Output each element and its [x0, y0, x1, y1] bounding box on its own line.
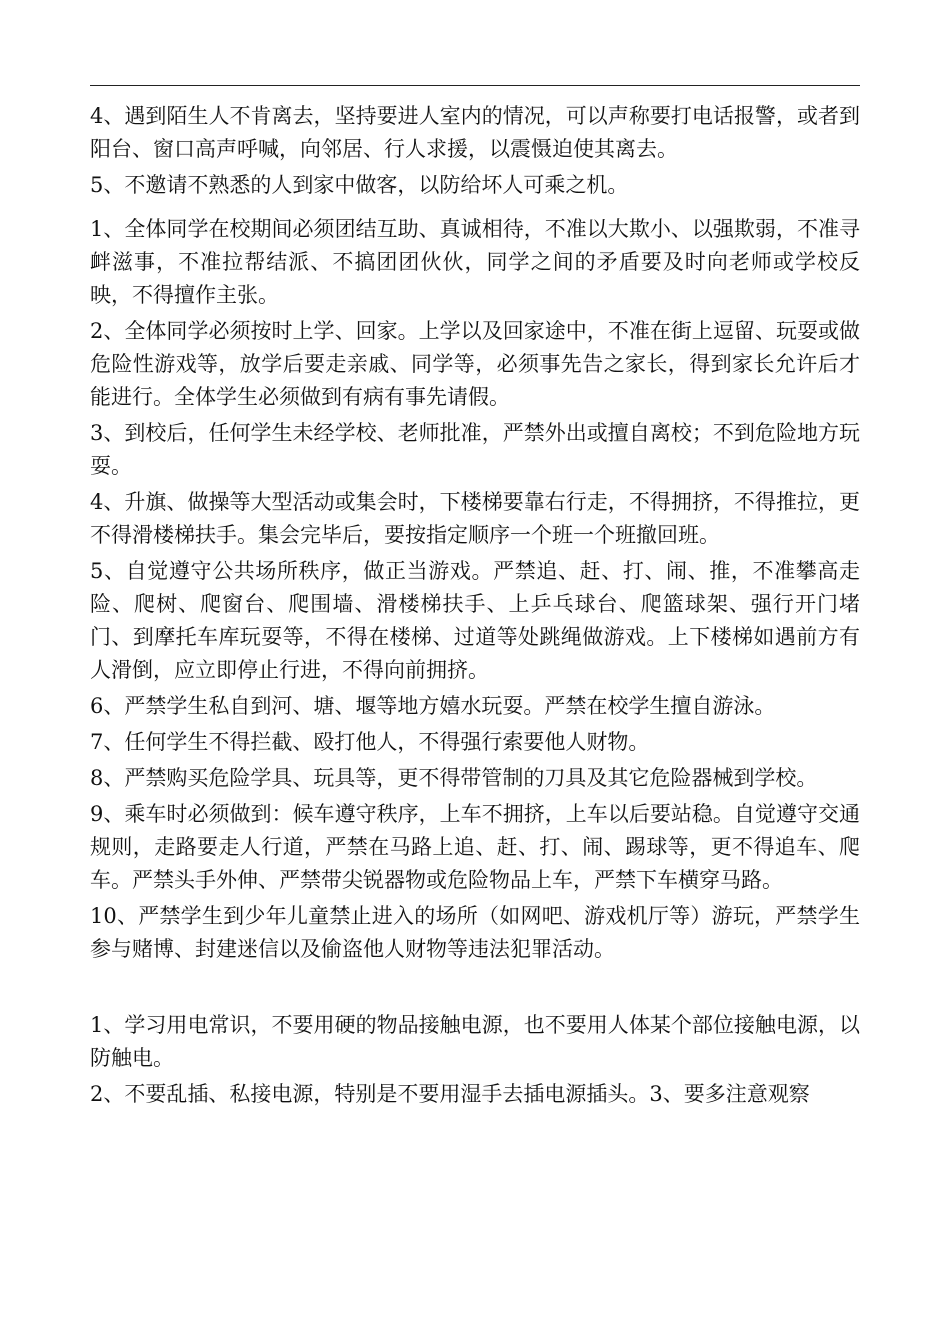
paragraph: 1、全体同学在校期间必须团结互助、真诚相待，不准以大欺小、以强欺弱，不准寻衅滋事，不准拉帮结派、不搞团团伙伙，同学之间的矛盾要及时向老师或学校反映，不得擅作主张。	[90, 217, 860, 307]
section-spacer	[90, 205, 860, 213]
paragraph: 9、乘车时必须做到：候车遵守秩序，上车不拥挤，上车以后要站稳。自觉遵守交通规则，走路要走人行道，严禁在马路上追、赶、打、闹、踢球等，更不得追车、爬车。严禁头手外伸、严禁带尖锐器物或危险物品上车，严禁下车横穿马路。	[90, 802, 860, 892]
paragraph: 10、严禁学生到少年儿童禁止进入的场所（如网吧、游戏机厅等）游玩，严禁学生参与赌博、封建迷信以及偷盗他人财物等违法犯罪活动。	[90, 904, 860, 961]
document-body	[90, 100, 860, 1114]
paragraph: 7、任何学生不得拦截、殴打他人，不得强行索要他人财物。	[90, 730, 650, 754]
paragraph: 1、学习用电常识，不要用硬的物品接触电源，也不要用人体某个部位接触电源，以防触电。	[90, 1013, 860, 1070]
paragraph: 3、到校后，任何学生未经学校、老师批准，严禁外出或擅自离校；不到危险地方玩耍。	[90, 421, 860, 478]
paragraph: 5、不邀请不熟悉的人到家中做客，以防给坏人可乘之机。	[90, 173, 629, 197]
paragraph: 4、升旗、做操等大型活动或集会时，下楼梯要靠右行走，不得拥挤，不得推拉，更不得滑楼梯扶手。集会完毕后，要按指定顺序一个班一个班撤回班。	[90, 490, 860, 547]
paragraph: 2、不要乱插、私接电源，特别是不要用湿手去插电源插头。3、要多注意观察	[90, 1082, 810, 1106]
section-home-safety	[90, 100, 860, 202]
paragraph: 8、严禁购买危险学具、玩具等，更不得带管制的刀具及其它危险器械到学校。	[90, 766, 818, 790]
paragraph: 6、严禁学生私自到河、塘、堰等地方嬉水玩耍。严禁在校学生擅自游泳。	[90, 694, 776, 718]
header-rule	[90, 85, 860, 86]
paragraph: 4、遇到陌生人不肯离去，坚持要进人室内的情况，可以声称要打电话报警，或者到阳台、窗口高声呼喊，向邻居、行人求援，以震慑迫使其离去。	[90, 104, 860, 161]
paragraph: 5、自觉遵守公共场所秩序，做正当游戏。严禁追、赶、打、闹、推，不准攀高走险、爬树、爬窗台、爬围墙、滑楼梯扶手、上乒乓球台、爬篮球架、强行开门堵门、到摩托车库玩耍等，不得在楼梯、过道等处跳绳做游戏。上下楼梯如遇前方有人滑倒，应立即停止行进，不得向前拥挤。	[90, 559, 860, 682]
section-spacer	[90, 969, 860, 1009]
section-school-safety	[90, 213, 860, 966]
section-electrical-safety	[90, 1009, 860, 1111]
paragraph: 2、全体同学必须按时上学、回家。上学以及回家途中，不准在街上逗留、玩耍或做危险性游戏等，放学后要走亲戚、同学等，必须事先告之家长，得到家长允许后才能进行。全体学生必须做到有病有事先请假。	[90, 319, 860, 409]
